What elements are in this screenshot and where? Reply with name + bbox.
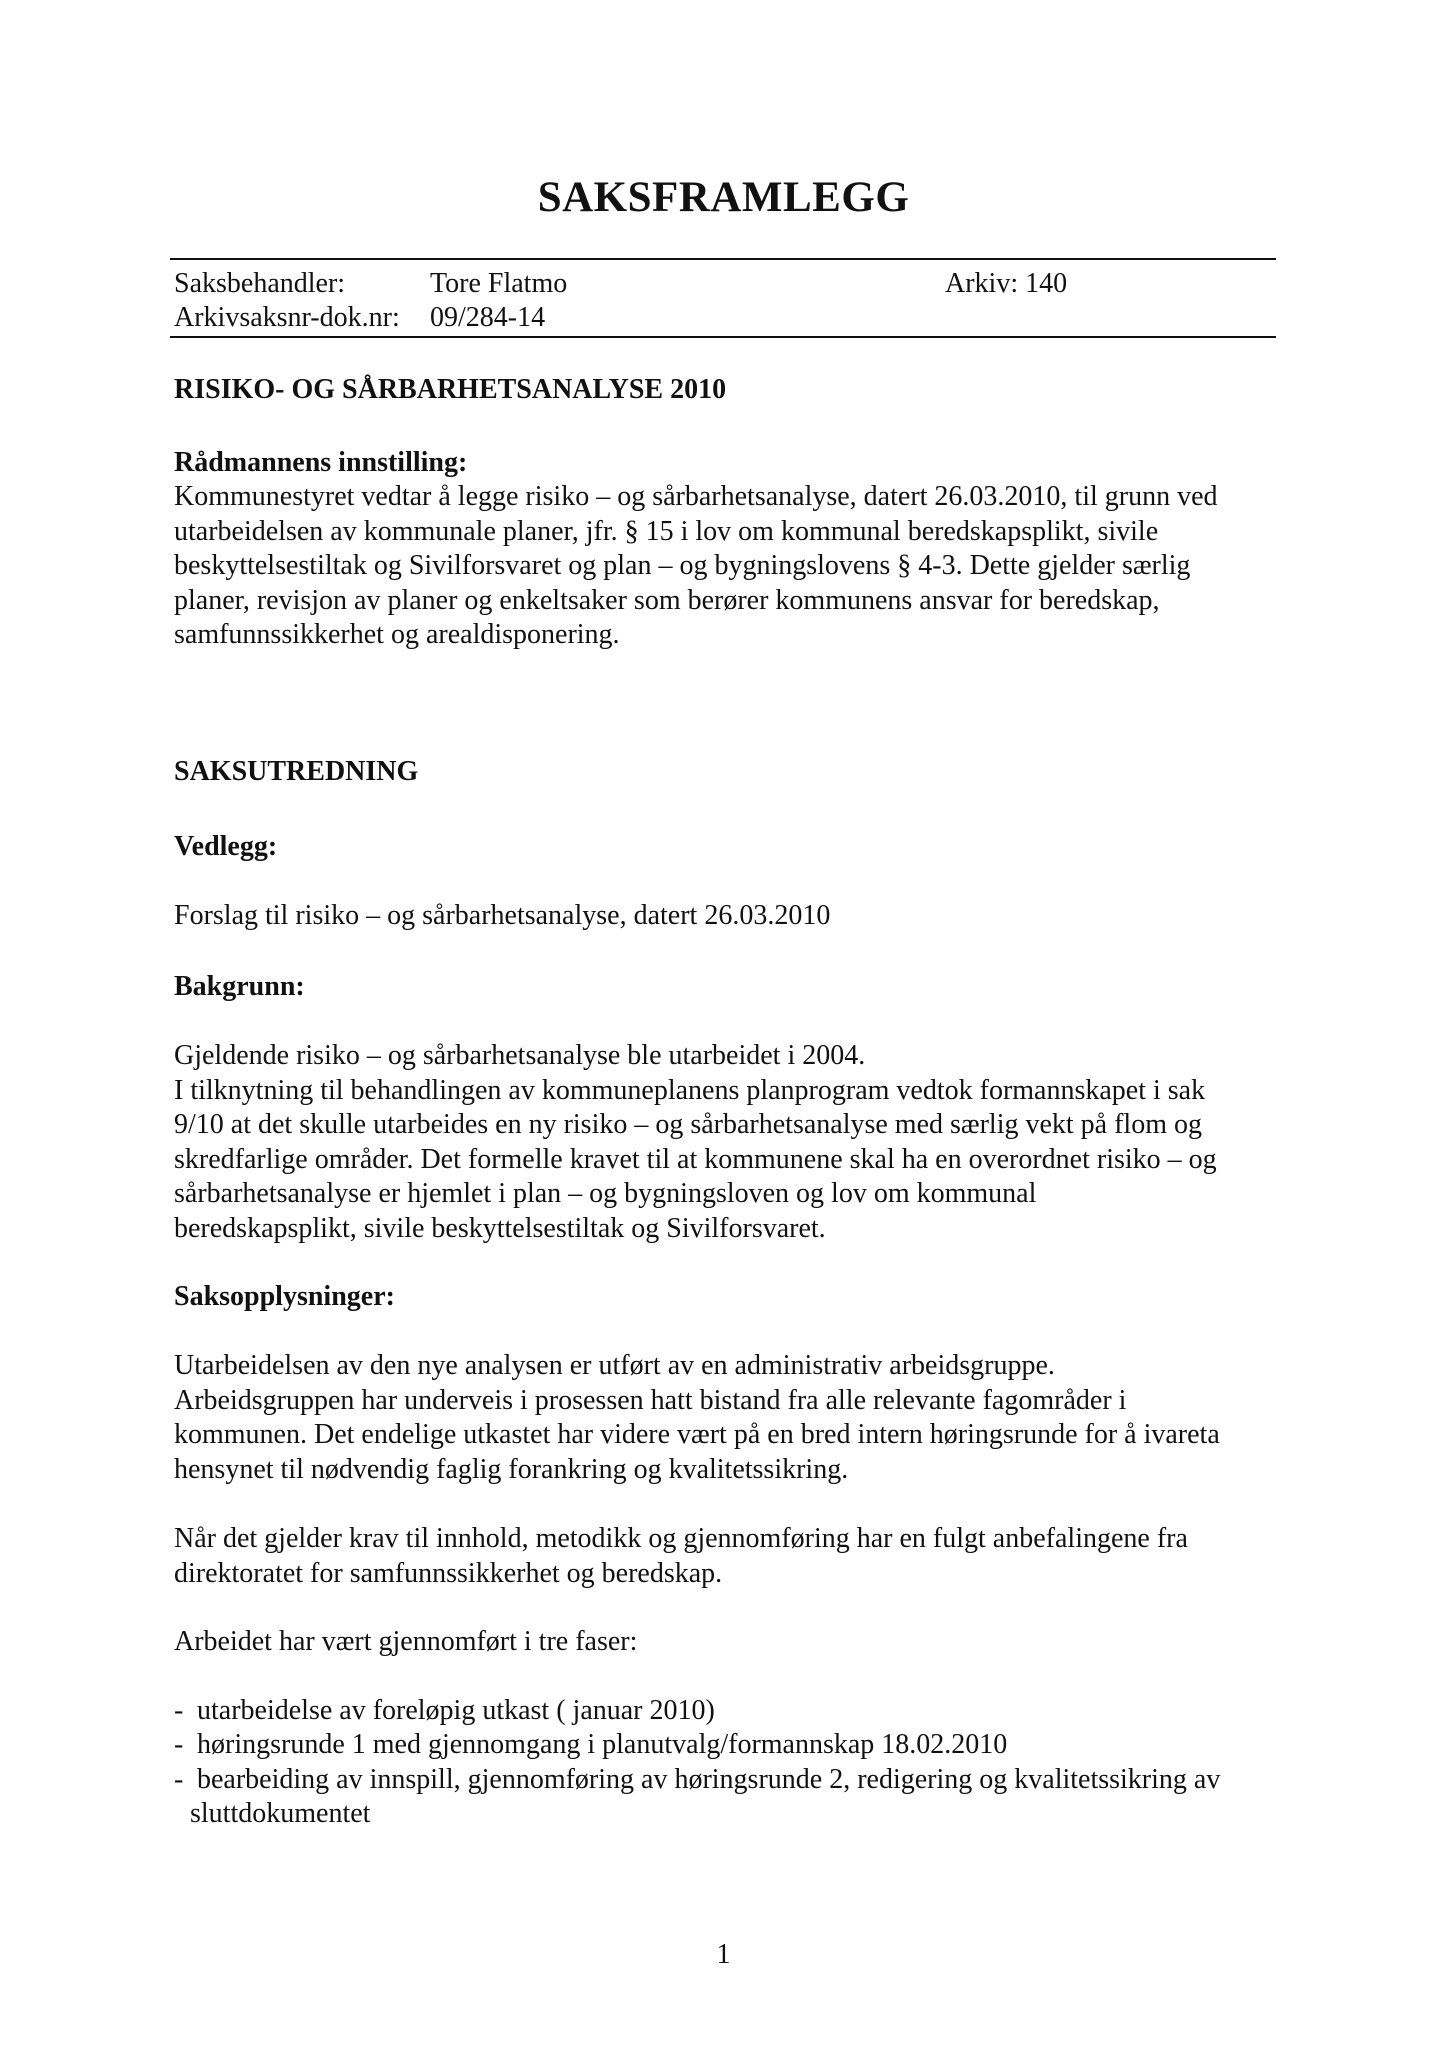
saksopplysninger-paragraph-2: Når det gjelder krav til innhold, metodikk og gjennomføring har en fulgt anbefalingene fra direktoratet for samfunnssikkerhet og beredskap.: [174, 1523, 1188, 1589]
list-item: - bearbeiding av innspill, gjennomføring av høringsrunde 2, redigering og kvalitetssikring av: [174, 1764, 1221, 1795]
saksopplysninger-paragraph-3: Arbeidet har vært gjennomført i tre faser:: [174, 1626, 638, 1657]
vedlegg-heading: Vedlegg:: [174, 831, 278, 862]
bakgrunn-heading: Bakgrunn:: [174, 971, 305, 1002]
innstilling-text: Kommunestyret vedtar å legge risiko – og sårbarhetsanalyse, datert 26.03.2010, til grunn ved utarbeidelsen av kommunale planer, jfr. § 15 i lov om kommunal beredskapsplikt, sivile beskyttelsestiltak og Sivilforsvaret og plan – og bygningslovens § 4-3. Dette gjelder særlig planer, revisjon av planer og enkeltsaker som berører kommunens ansvar for beredskap, samfunnssikkerhet og arealdisponering.: [174, 481, 1218, 650]
innstilling-heading: Rådmannens innstilling:: [174, 447, 468, 478]
header-rule-bottom: [170, 336, 1276, 338]
document-title: SAKSFRAMLEGG: [537, 174, 910, 221]
arkiv-code: Arkiv: 140: [945, 268, 1068, 299]
case-title: RISIKO- OG SÅRBARHETSANALYSE 2010: [174, 374, 727, 405]
arkivsaksnr-label: Arkivsaksnr-dok.nr:: [174, 302, 400, 333]
saksutredning-heading: SAKSUTREDNING: [174, 756, 419, 787]
saksopplysninger-heading: Saksopplysninger:: [174, 1281, 395, 1312]
arkivsaksnr-value: 09/284-14: [430, 302, 546, 333]
vedlegg-text: Forslag til risiko – og sårbarhetsanalyse, datert 26.03.2010: [174, 900, 831, 931]
saksbehandler-label: Saksbehandler:: [174, 268, 346, 299]
page-number: 1: [716, 1939, 731, 1970]
list-item: - utarbeidelse av foreløpig utkast ( januar 2010): [174, 1695, 715, 1726]
list-item-continuation: sluttdokumentet: [190, 1798, 371, 1829]
list-item: - høringsrunde 1 med gjennomgang i planutvalg/formannskap 18.02.2010: [174, 1729, 1008, 1760]
saksopplysninger-paragraph-1: Utarbeidelsen av den nye analysen er utført av en administrativ arbeidsgruppe. Arbeidsgruppen har underveis i prosessen hatt bistand fra alle relevante fagområder i kommunen. Det endelige utkastet har videre vært på en bred intern høringsrunde for å ivareta hensynet til nødvendig faglig forankring og kvalitetssikring.: [174, 1350, 1220, 1485]
saksbehandler-value: Tore Flatmo: [430, 268, 568, 299]
bakgrunn-text: Gjeldende risiko – og sårbarhetsanalyse ble utarbeidet i 2004. I tilknytning til behandlingen av kommuneplanens planprogram vedtok formannskapet i sak 9/10 at det skulle utarbeides en ny risiko – og sårbarhetsanalyse med særlig vekt på flom og skredfarlige områder. Det formelle kravet til at kommunene skal ha en overordnet risiko – og sårbarhetsanalyse er hjemlet i plan – og bygningsloven og lov om kommunal beredskapsplikt, sivile beskyttelsestiltak og Sivilforsvaret.: [174, 1040, 1217, 1244]
header-rule-top: [170, 258, 1276, 260]
